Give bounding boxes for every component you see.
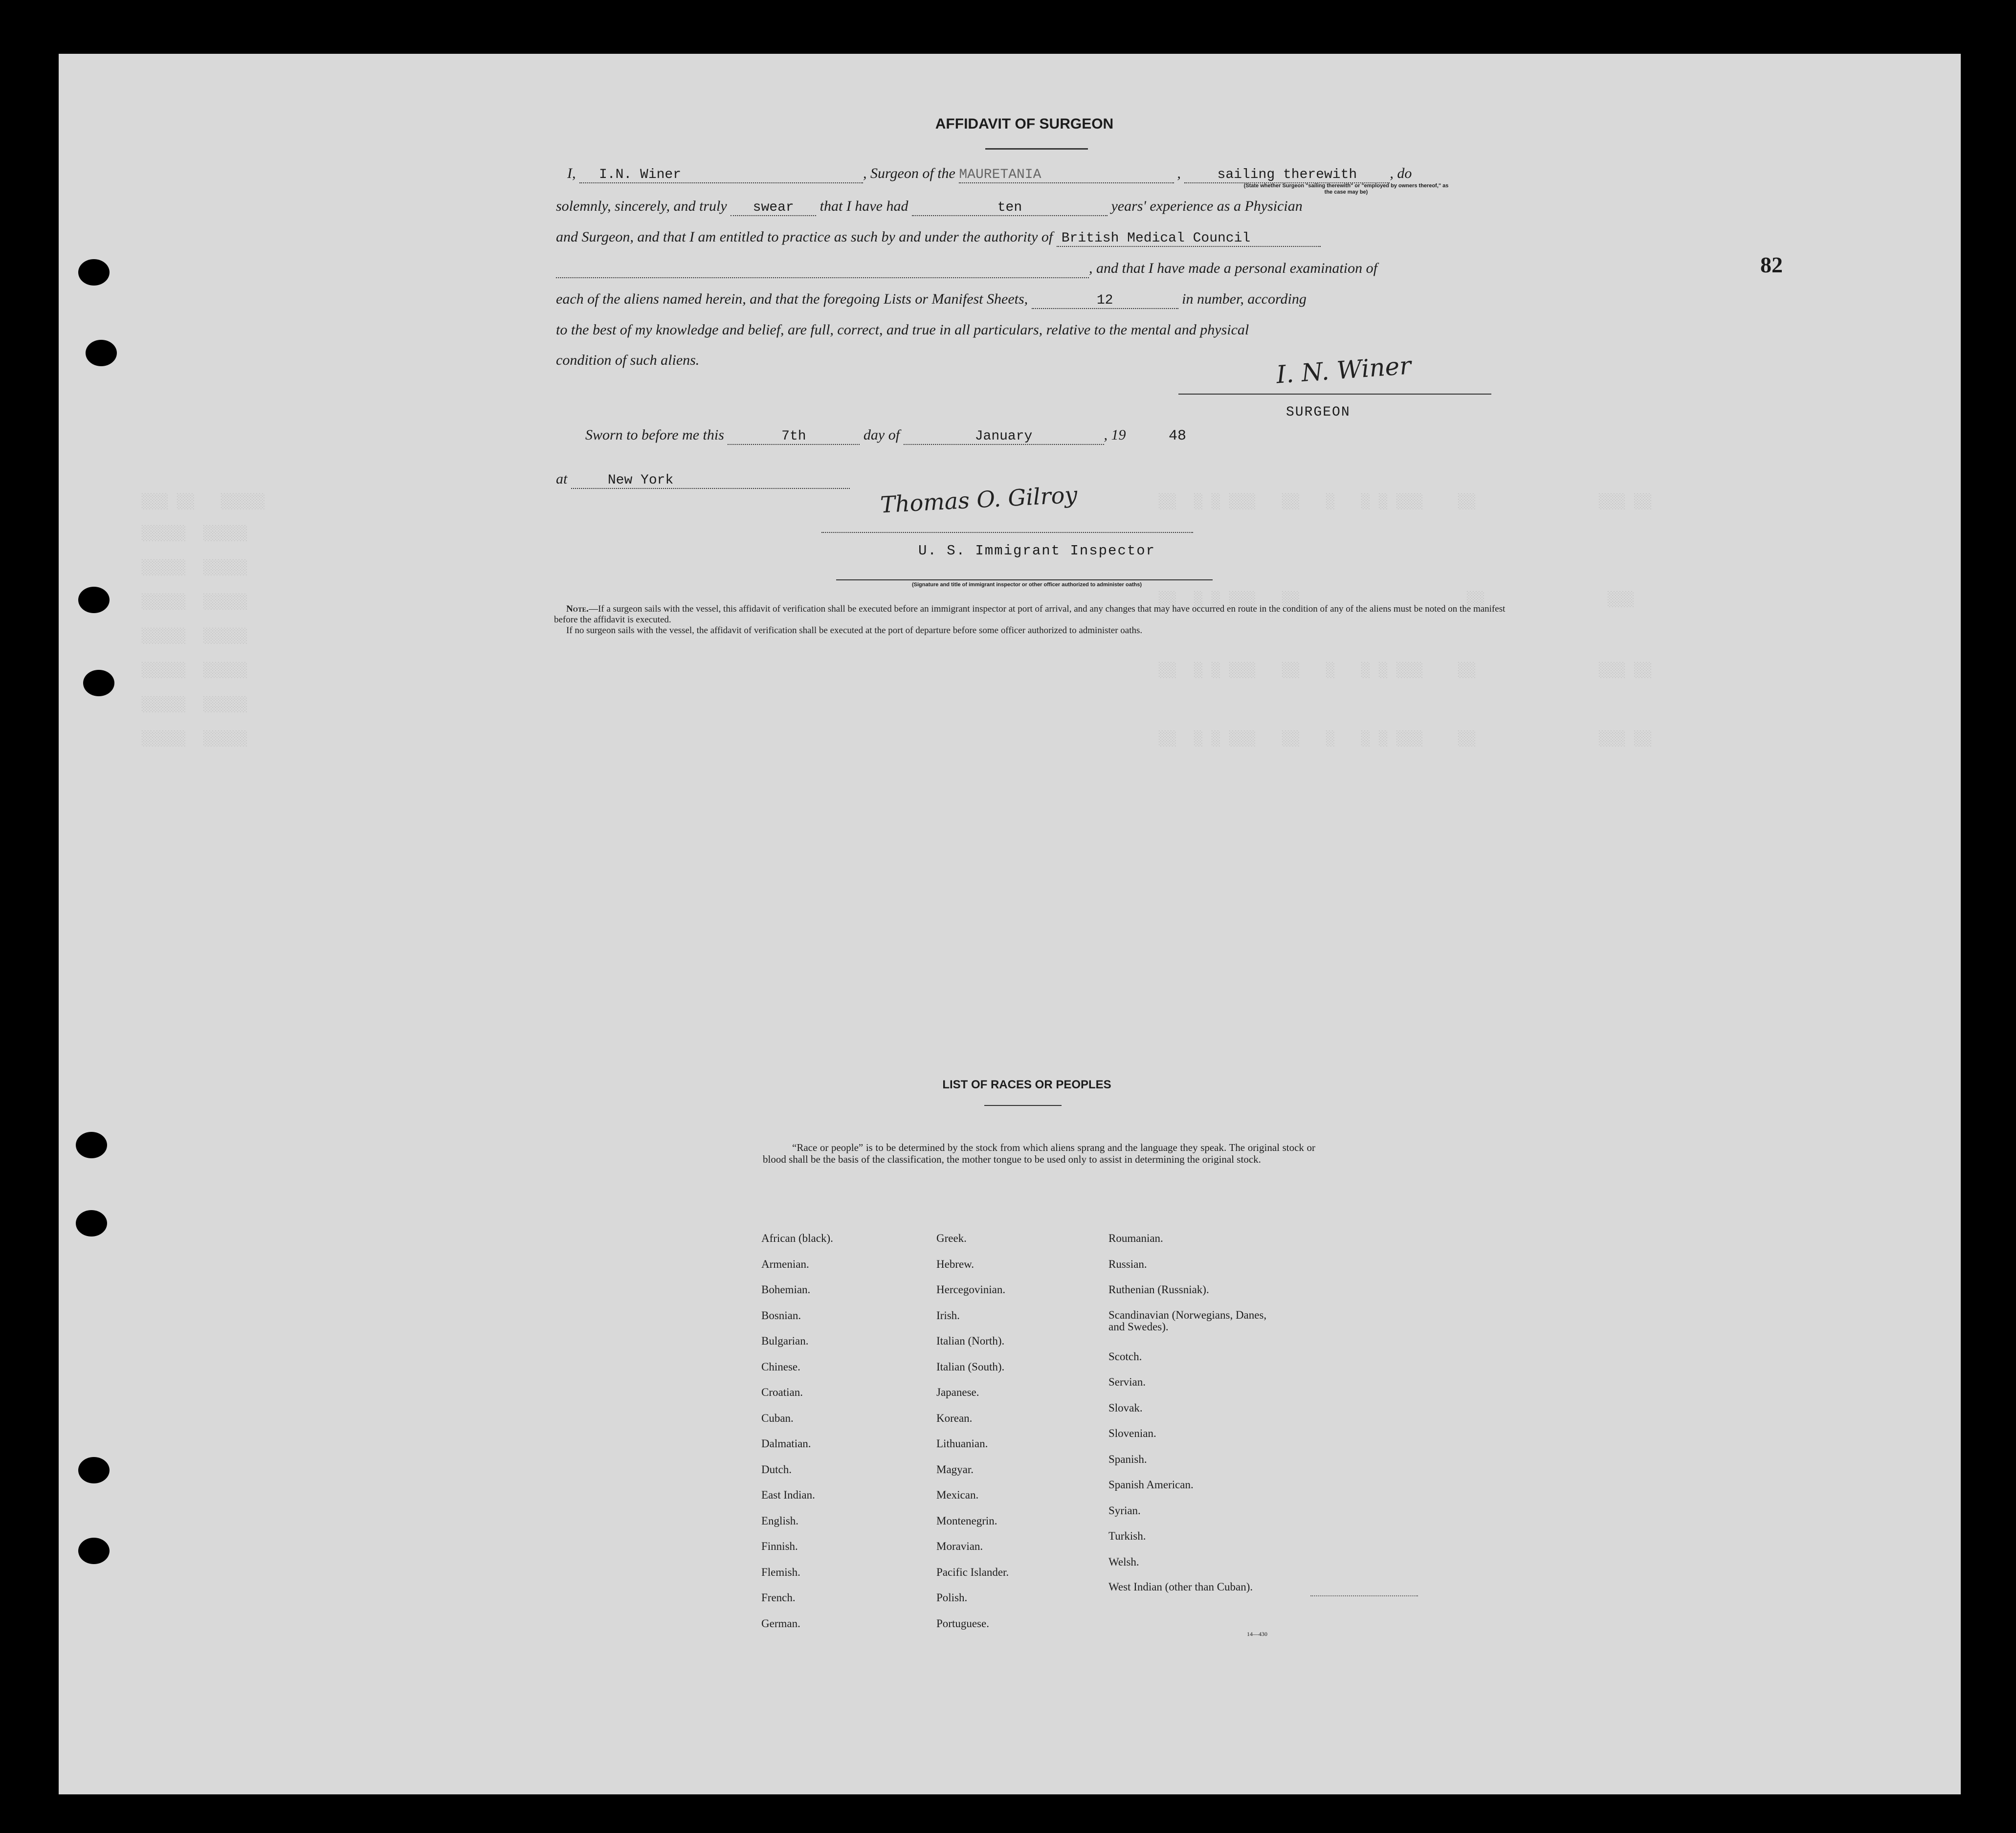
race-item: Irish. [936, 1309, 960, 1322]
race-item: Dalmatian. [761, 1437, 811, 1450]
race-item: German. [761, 1617, 800, 1630]
form-dotted-line [1310, 1595, 1418, 1596]
race-item: Italian (North). [936, 1335, 1005, 1347]
punch-hole [78, 259, 110, 286]
text: and Surgeon, and that I am entitled to practice as such by and under the authority of [556, 229, 1053, 245]
bleed-through-text: ░░░ ░░ ░░░░░ [142, 494, 266, 510]
affidavit-line-4 [556, 260, 1377, 278]
text: in number, according [1182, 291, 1307, 307]
form-number: 14—430 [1247, 1631, 1267, 1637]
bleed-through-text: ░░░░░ ░░░░░ [142, 663, 248, 679]
race-item: Korean. [936, 1412, 973, 1424]
surgeon-label: SURGEON [1286, 405, 1351, 420]
race-item: Greek. [936, 1232, 967, 1244]
race-item: Bosnian. [761, 1309, 801, 1322]
inspector-title: U. S. Immigrant Inspector [918, 543, 1156, 559]
race-item: West Indian (other than Cuban). [1108, 1581, 1253, 1593]
race-item: Roumanian. [1108, 1232, 1163, 1244]
text: each of the aliens named herein, and that the foregoing Lists or Manifest Sheets, [556, 291, 1028, 307]
bleed-through-text: ░░░░░ ░░░░░ [142, 594, 248, 611]
races-column-2 [936, 1232, 1009, 1643]
text: day of [863, 427, 900, 443]
punch-hole [76, 1210, 107, 1237]
race-item: Finnish. [761, 1540, 798, 1552]
bleed-through-text: ░░░░░ ░░░░░ [142, 697, 248, 713]
title-underline [985, 148, 1088, 150]
sheets-field: 12 [1032, 293, 1178, 309]
sworn-year: 48 [1169, 428, 1187, 444]
race-item: Moravian. [936, 1540, 983, 1552]
authority-continued-field [556, 262, 1089, 278]
race-item: Slovak. [1108, 1401, 1143, 1414]
race-item: Japanese. [936, 1386, 979, 1398]
text: , Surgeon of the [863, 165, 955, 181]
affidavit-line-7: condition of such aliens. [556, 352, 700, 368]
bleed-through-text: ░░░░░ ░░░░░ [142, 560, 248, 576]
years-field: ten [912, 200, 1108, 216]
sailing-field: sailing therewith [1184, 167, 1390, 183]
bleed-through-text: ░░ ░ ░ ░░░ ░░ ░ ░ ░ ░░░ ░░ ░░░ ░░ [1159, 731, 1652, 748]
race-item: Chinese. [761, 1360, 800, 1373]
race-item: Flemish. [761, 1566, 800, 1578]
bleed-through-text: ░░ ░ ░ ░░░ ░░ ░░ ░░░ [1159, 592, 1635, 608]
races-column-3 [1108, 1232, 1275, 1607]
race-item: Servian. [1108, 1376, 1146, 1388]
inspector-signature-line [821, 532, 1193, 533]
text: , 19 [1104, 427, 1126, 443]
race-item: Armenian. [761, 1258, 809, 1270]
race-item: Spanish American. [1108, 1479, 1194, 1491]
document-page [59, 54, 1961, 1794]
punch-hole [78, 587, 110, 613]
bleed-through-text: ░░ ░ ░ ░░░ ░░ ░ ░ ░ ░░░ ░░ ░░░ ░░ [1159, 494, 1652, 510]
text: years' experience as a Physician [1111, 198, 1303, 214]
at-line [556, 471, 850, 489]
race-item: Polish. [936, 1591, 968, 1604]
race-item: Scotch. [1108, 1350, 1142, 1363]
punch-hole [78, 1457, 110, 1483]
races-title: LIST OF RACES OR PEOPLES [942, 1078, 1111, 1091]
authority-field: British Medical Council [1057, 231, 1321, 247]
race-item: Spanish. [1108, 1453, 1147, 1465]
race-item: Mexican. [936, 1489, 979, 1501]
surgeon-signature: I. N. Winer [1275, 351, 1412, 389]
note-text-1: —If a surgeon sails with the vessel, this affidavit of verification shall be executed before an immigrant inspector at port of arrival, and any changes that may have occurred en route in the condition of any of the aliens must be noted on the manifest before the affidavit is executed. [554, 604, 1506, 625]
race-item: Montenegrin. [936, 1514, 997, 1527]
sworn-day-field: 7th [728, 429, 860, 445]
race-item: Turkish. [1108, 1530, 1146, 1542]
inspector-signature: Thomas O. Gilroy [879, 481, 1078, 518]
punch-hole [83, 670, 114, 696]
race-item: Ruthenian (Russniak). [1108, 1283, 1209, 1296]
affidavit-line-6: to the best of my knowledge and belief, are full, correct, and true in all particulars, relative to the mental and physical [556, 322, 1249, 338]
text: , and that I have made a personal examination of [1089, 260, 1377, 276]
races-title-underline [984, 1105, 1062, 1106]
race-item: English. [761, 1514, 799, 1527]
affidavit-title: AFFIDAVIT OF SURGEON [935, 116, 1114, 132]
race-item: Pacific Islander. [936, 1566, 1009, 1578]
race-item: Lithuanian. [936, 1437, 988, 1450]
punch-hole [86, 340, 117, 366]
inspector-caption: (Signature and title of immigrant inspector or other officer authorized to administer oaths) [912, 582, 1142, 588]
affidavit-line-2 [556, 198, 1303, 216]
races-column-1 [761, 1232, 833, 1643]
race-item: Dutch. [761, 1463, 792, 1476]
text: at [556, 471, 568, 487]
note-label: Note. [566, 604, 589, 614]
race-item: Italian (South). [936, 1360, 1005, 1373]
race-item: Portuguese. [936, 1617, 989, 1630]
sworn-line [585, 427, 1186, 445]
bleed-through-text: ░░░░░ ░░░░░ [142, 526, 248, 542]
race-item: Welsh. [1108, 1555, 1139, 1568]
text: Sworn to before me this [585, 427, 724, 443]
vessel-field: MAURETANIA [959, 167, 1174, 183]
text: solemnly, sincerely, and truly [556, 198, 727, 214]
text: that I have had [820, 198, 908, 214]
race-item: Magyar. [936, 1463, 974, 1476]
race-item: French. [761, 1591, 796, 1604]
affidavit-line-5 [556, 291, 1307, 309]
sailing-field-note: (State whether Surgeon "sailing therewith" or "employed by owners thereof," as the case may be) [1243, 183, 1449, 195]
text: , do [1390, 165, 1412, 181]
oath-field: swear [731, 200, 816, 216]
race-item: Slovenian. [1108, 1427, 1156, 1439]
surgeon-name-field: I.N. Winer [579, 167, 863, 183]
text: I, [567, 165, 576, 181]
surgeon-signature-line [1178, 394, 1491, 395]
race-item: East Indian. [761, 1489, 815, 1501]
race-item: Scandinavian (Norwegians, Danes, and Swedes). [1108, 1308, 1267, 1333]
affidavit-line-1: I, I.N. Winer , Surgeon of the MAURETANIA , sailing therewith , do [567, 165, 1412, 182]
inspector-caption-line [836, 579, 1213, 580]
note-paragraph [554, 604, 1507, 636]
affidavit-line-3 [556, 229, 1321, 247]
race-item: Cuban. [761, 1412, 794, 1424]
race-item: Bohemian. [761, 1283, 811, 1296]
note-text-2: If no surgeon sails with the vessel, the affidavit of verification shall be executed at the port of departure before some officer authorized to administer oaths. [566, 625, 1143, 636]
race-item: Russian. [1108, 1258, 1147, 1270]
bleed-through-text: ░░░░░ ░░░░░ [142, 731, 248, 748]
race-item: African (black). [761, 1232, 833, 1244]
punch-hole [78, 1538, 110, 1564]
race-item: Croatian. [761, 1386, 803, 1398]
place-field: New York [571, 473, 850, 489]
races-intro: “Race or people” is to be determined by the stock from which aliens sprang and the language they speak. The original stock or blood shall be the basis of the classification, the mother tongue to be used only to assist in determining the original stock. [763, 1142, 1315, 1165]
punch-hole [76, 1132, 107, 1158]
page-number: 82 [1760, 252, 1783, 277]
race-item: Hercegovinian. [936, 1283, 1006, 1296]
bleed-through-text: ░░░░░ ░░░░░ [142, 628, 248, 645]
bleed-through-text: ░░ ░ ░ ░░░ ░░ ░ ░ ░ ░░░ ░░ ░░░ ░░ [1159, 663, 1652, 679]
race-item: Hebrew. [936, 1258, 975, 1270]
race-item: Syrian. [1108, 1504, 1141, 1517]
race-item: Bulgarian. [761, 1335, 809, 1347]
sworn-month-field: January [904, 429, 1104, 445]
